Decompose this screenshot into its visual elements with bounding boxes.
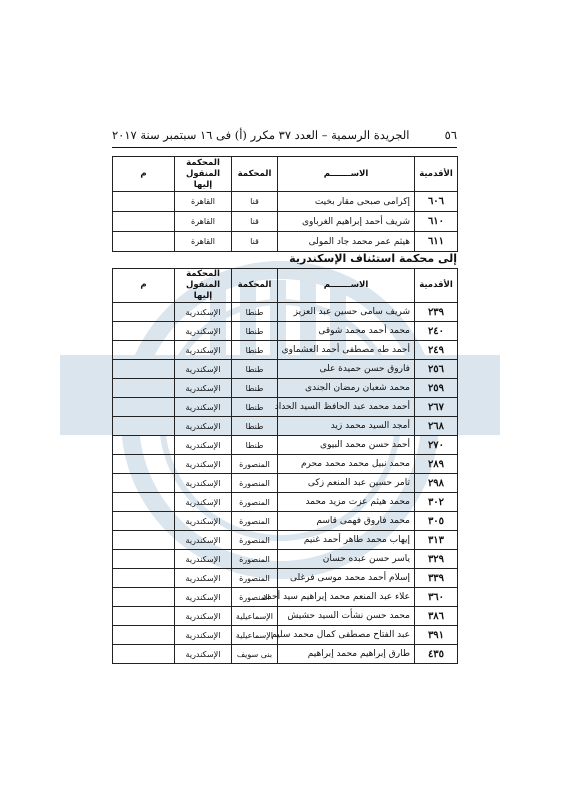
m-cell <box>113 436 175 455</box>
name-cell: هيثم عمر محمد جاد المولى <box>278 232 415 252</box>
transferred-to-cell: الإسكندرية <box>175 360 232 379</box>
court-cell: المنصورة <box>232 474 278 493</box>
table-row <box>113 512 458 531</box>
seniority-cell: ٣٨٦ <box>415 607 458 626</box>
name-cell: إكرامى صبحى مقار بخيت <box>278 192 415 212</box>
court-cell: المنصورة <box>232 512 278 531</box>
name-cell: طارق إبراهيم محمد إبراهيم <box>278 645 415 664</box>
court-cell: طنطا <box>232 379 278 398</box>
transferred-to-cell: الإسكندرية <box>175 341 232 360</box>
name-cell: محمد حسن نشأت السيد حشيش <box>278 607 415 626</box>
m-cell <box>113 645 175 664</box>
page-number: ٥٦ <box>444 128 457 142</box>
transferred-to-cell: الإسكندرية <box>175 645 232 664</box>
table-row <box>113 550 458 569</box>
transferred-to-cell: الإسكندرية <box>175 493 232 512</box>
transferred-to-cell: الإسكندرية <box>175 588 232 607</box>
table-row <box>113 417 458 436</box>
seniority-cell: ٦١٠ <box>415 212 458 232</box>
table-row <box>113 493 458 512</box>
m-cell <box>113 455 175 474</box>
m-cell <box>113 303 175 322</box>
m-cell <box>113 398 175 417</box>
seniority-cell: ٢٥٦ <box>415 360 458 379</box>
seniority-cell: ٢٥٩ <box>415 379 458 398</box>
name-cell: ياسر حسن عبده حسان <box>278 550 415 569</box>
m-cell <box>113 417 175 436</box>
m-cell <box>113 379 175 398</box>
name-cell: محمد أحمد محمد شوقى <box>278 322 415 341</box>
name-cell: أحمد طه مصطفى أحمد العشماوى <box>278 341 415 360</box>
name-cell: تامر حسين عبد المنعم زكى <box>278 474 415 493</box>
seniority-cell: ٣٣٩ <box>415 569 458 588</box>
court-cell: طنطا <box>232 417 278 436</box>
court-cell: طنطا <box>232 303 278 322</box>
name-cell: إسلام أحمد محمد موسى فرغلى <box>278 569 415 588</box>
transferred-to-cell: الإسكندرية <box>175 512 232 531</box>
seniority-cell: ٢٦٧ <box>415 398 458 417</box>
m-cell <box>113 360 175 379</box>
transferred-to-cell: الإسكندرية <box>175 398 232 417</box>
court-cell: طنطا <box>232 360 278 379</box>
court-cell: الإسماعيلية <box>232 626 278 645</box>
name-cell: شريف سامى حسين عبد العزيز <box>278 303 415 322</box>
transferred-to-cell: الإسكندرية <box>175 379 232 398</box>
table-row <box>113 379 458 398</box>
header-name: الاســـــــم <box>278 269 415 303</box>
seniority-cell: ٢٤٠ <box>415 322 458 341</box>
name-cell: عبد الفتاح مصطفى كمال محمد سليم <box>278 626 415 645</box>
header-court: المحكمة <box>232 157 278 192</box>
court-cell: المنصورة <box>232 569 278 588</box>
name-cell: فاروق حسن حميدة على <box>278 360 415 379</box>
court-cell: قنا <box>232 212 278 232</box>
transferred-to-cell: الإسكندرية <box>175 436 232 455</box>
seniority-cell: ٦١١ <box>415 232 458 252</box>
transferred-to-cell: الإسكندرية <box>175 550 232 569</box>
name-cell: محمد هيثم عزت مزيد محمد <box>278 493 415 512</box>
table-row <box>113 322 458 341</box>
seniority-cell: ٣٠٥ <box>415 512 458 531</box>
court-cell: المنصورة <box>232 455 278 474</box>
seniority-cell: ٦٠٦ <box>415 192 458 212</box>
seniority-cell: ٢٣٩ <box>415 303 458 322</box>
table-row <box>113 212 458 232</box>
transferred-to-cell: الإسكندرية <box>175 455 232 474</box>
court-cell: طنطا <box>232 436 278 455</box>
header-m: م <box>113 157 175 192</box>
table-row <box>113 645 458 664</box>
transferred-to-cell: الإسكندرية <box>175 607 232 626</box>
seniority-cell: ٣٦٠ <box>415 588 458 607</box>
m-cell <box>113 493 175 512</box>
court-cell: قنا <box>232 192 278 212</box>
table-row <box>113 192 458 212</box>
court-cell: المنصورة <box>232 531 278 550</box>
court-cell: المنصورة <box>232 588 278 607</box>
header-transferred-to: المحكمة المنقول إليها <box>175 157 232 192</box>
header-seniority: الأقدمية <box>415 157 458 192</box>
table-row <box>113 398 458 417</box>
m-cell <box>113 550 175 569</box>
page-header <box>112 126 457 144</box>
table-row <box>113 474 458 493</box>
seniority-cell: ٣٩١ <box>415 626 458 645</box>
m-cell <box>113 588 175 607</box>
m-cell <box>113 607 175 626</box>
m-cell <box>113 569 175 588</box>
name-cell: أحمد محمد عبد الحافظ السيد الحداد <box>278 398 415 417</box>
transferred-to-cell: الإسكندرية <box>175 322 232 341</box>
name-cell: محمد فاروق فهمى قاسم <box>278 512 415 531</box>
section-title: إلى محكمة استئناف الإسكندرية <box>289 252 457 265</box>
seniority-cell: ٣١٣ <box>415 531 458 550</box>
m-cell <box>113 212 175 232</box>
table-row <box>113 588 458 607</box>
m-cell <box>113 531 175 550</box>
seniority-cell: ٢٤٩ <box>415 341 458 360</box>
name-cell: محمد شعبان رمضان الجندى <box>278 379 415 398</box>
header-m: م <box>113 269 175 303</box>
court-cell: بنى سويف <box>232 645 278 664</box>
table-row <box>113 626 458 645</box>
table-row <box>113 303 458 322</box>
transferred-to-cell: الإسكندرية <box>175 303 232 322</box>
transferred-to-cell: القاهرة <box>175 192 232 212</box>
transferred-to-cell: الإسكندرية <box>175 474 232 493</box>
seniority-cell: ٢٨٩ <box>415 455 458 474</box>
seniority-cell: ٢٩٨ <box>415 474 458 493</box>
seniority-cell: ٣٠٢ <box>415 493 458 512</box>
table-row <box>113 569 458 588</box>
court-cell: المنصورة <box>232 550 278 569</box>
transferred-to-cell: الإسكندرية <box>175 626 232 645</box>
table-row <box>113 455 458 474</box>
name-cell: إيهاب محمد طاهر أحمد غنيم <box>278 531 415 550</box>
transferred-to-cell: الإسكندرية <box>175 531 232 550</box>
table-row <box>113 360 458 379</box>
seniority-cell: ٣٢٩ <box>415 550 458 569</box>
table-row <box>113 436 458 455</box>
court-cell: المنصورة <box>232 493 278 512</box>
gazette-title: الجريدة الرسمية – العدد ٣٧ مكرر (أ) فى ١٦ سبتمبر سنة ٢٠١٧ <box>112 128 410 142</box>
table-alexandria <box>112 268 458 664</box>
table-row <box>113 341 458 360</box>
transferred-to-cell: القاهرة <box>175 232 232 252</box>
transferred-to-cell: القاهرة <box>175 212 232 232</box>
court-cell: طنطا <box>232 322 278 341</box>
transferred-to-cell: الإسكندرية <box>175 569 232 588</box>
court-cell: قنا <box>232 232 278 252</box>
table-row <box>113 232 458 252</box>
table-cairo <box>112 156 458 252</box>
m-cell <box>113 232 175 252</box>
court-cell: طنطا <box>232 398 278 417</box>
header-name: الاســـــــم <box>278 157 415 192</box>
table-row <box>113 607 458 626</box>
m-cell <box>113 512 175 531</box>
header-transferred-to: المحكمة المنقول إليها <box>175 269 232 303</box>
seniority-cell: ٤٣٥ <box>415 645 458 664</box>
name-cell: شريف أحمد إبراهيم الغرباوى <box>278 212 415 232</box>
seniority-cell: ٢٧٠ <box>415 436 458 455</box>
name-cell: علاء عبد المنعم محمد إبراهيم سيد أحمد <box>278 588 415 607</box>
seniority-cell: ٢٦٨ <box>415 417 458 436</box>
header-rule <box>112 147 457 148</box>
m-cell <box>113 626 175 645</box>
header-court: المحكمة <box>232 269 278 303</box>
name-cell: محمد نبيل محمد محمد محرم <box>278 455 415 474</box>
header-seniority: الأقدمية <box>415 269 458 303</box>
m-cell <box>113 192 175 212</box>
m-cell <box>113 474 175 493</box>
m-cell <box>113 322 175 341</box>
table-row <box>113 531 458 550</box>
m-cell <box>113 341 175 360</box>
court-cell: الإسماعيلية <box>232 607 278 626</box>
name-cell: أمجد السيد محمد زيد <box>278 417 415 436</box>
court-cell: طنطا <box>232 341 278 360</box>
name-cell: أحمد حسن محمد البيوى <box>278 436 415 455</box>
transferred-to-cell: الإسكندرية <box>175 417 232 436</box>
